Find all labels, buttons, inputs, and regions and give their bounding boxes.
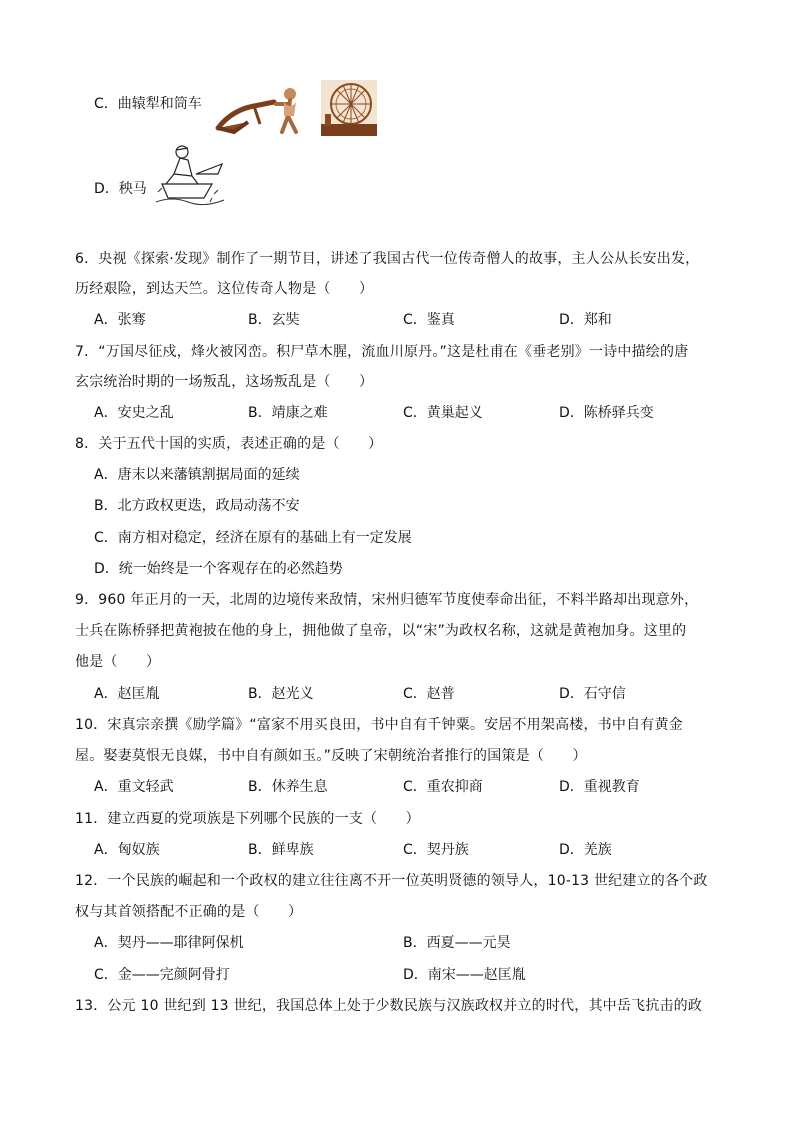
question-9-line-3: 他是（ ） (75, 654, 161, 670)
question-12-line-1: 12．一个民族的崛起和一个政权的建立往往离不开一位英明贤德的领导人，10-13 世纪建立的各个政 (75, 873, 708, 889)
question-8-line-1: 8．关于五代十国的实质，表述正确的是（ ） (75, 436, 383, 452)
question-10-option-a[interactable]: A．重文轻武 (94, 779, 174, 795)
question-6-option-a[interactable]: A．张骞 (94, 312, 146, 328)
question-10-option-c[interactable]: C．重农抑商 (403, 779, 483, 795)
question-12-option-a[interactable]: A．契丹——耶律阿保机 (94, 935, 244, 951)
question-11-option-d[interactable]: D．羌族 (559, 842, 612, 858)
question-8-option-a[interactable]: A．唐末以来藩镇割据局面的延续 (94, 467, 300, 483)
question-7-line-2: 玄宗统治时期的一场叛乱，这场叛乱是（ ） (75, 374, 374, 390)
question-11-option-b[interactable]: B．鲜卑族 (248, 842, 314, 858)
question-11-option-c[interactable]: C．契丹族 (403, 842, 469, 858)
q5-option-c: C．曲辕犁和筒车 (94, 96, 202, 112)
question-8-option-c[interactable]: C．南方相对稳定，经济在原有的基础上有一定发展 (94, 530, 412, 546)
question-13-line-1: 13．公元 10 世纪到 13 世纪，我国总体上处于少数民族与汉族政权并立的时代，其中岳飞抗击的政 (75, 998, 703, 1014)
question-10-option-b[interactable]: B．休养生息 (248, 779, 328, 795)
question-7-option-b[interactable]: B．靖康之难 (248, 405, 328, 421)
question-10-line-2: 屋。娶妻莫恨无良媒，书中自有颜如玉。”反映了宋朝统治者推行的国策是（ ） (75, 748, 587, 764)
question-12-option-b[interactable]: B．西夏——元昊 (403, 935, 511, 951)
curved-plough-figure (214, 80, 310, 136)
question-6-line-2: 历经艰险，到达天竺。这位传奇人物是（ ） (75, 281, 374, 297)
question-7-option-d[interactable]: D．陈桥驿兵变 (559, 405, 654, 421)
water-wheel-figure (321, 80, 377, 136)
question-9-option-d[interactable]: D．石守信 (559, 686, 626, 702)
question-12-line-2: 权与其首领搭配不正确的是（ ） (75, 904, 303, 920)
question-12-option-d[interactable]: D．南宋——赵匡胤 (403, 967, 526, 983)
question-6-line-1: 6．央视《探索·发现》制作了一期节目，讲述了我国古代一位传奇僧人的故事，主人公从长安出发， (75, 251, 700, 267)
question-9-option-a[interactable]: A．赵匡胤 (94, 686, 160, 702)
question-12-option-c[interactable]: C．金——完颜阿骨打 (94, 967, 230, 983)
question-9-option-c[interactable]: C．赵普 (403, 686, 455, 702)
question-10-line-1: 10．宋真宗亲撰《励学篇》“富家不用买良田，书中自有千钟粟。安居不用架高楼，书中自有黄金 (75, 717, 683, 733)
question-8-option-b[interactable]: B．北方政权更迭，政局动荡不安 (94, 498, 300, 514)
question-6-option-d[interactable]: D．郑和 (559, 312, 612, 328)
question-6-option-c[interactable]: C．鉴真 (403, 312, 455, 328)
question-7-option-c[interactable]: C．黄巢起义 (403, 405, 483, 421)
q5-option-d: D．秧马 (94, 181, 147, 197)
question-7-line-1: 7．“万国尽征戍，烽火被冈峦。积尸草木腥，流血川原丹。”这是杜甫在《垂老别》一诗中描绘的唐 (75, 344, 689, 360)
question-7-option-a[interactable]: A．安史之乱 (94, 405, 174, 421)
question-11-option-a[interactable]: A．匈奴族 (94, 842, 160, 858)
question-9-line-1: 9．960 年正月的一天，北周的边境传来敌情，宋州归德军节度使奉命出征，不料半路却出现意外， (75, 592, 699, 608)
seedling-horse-figure (152, 144, 228, 208)
question-8-option-d[interactable]: D．统一始终是一个客观存在的必然趋势 (94, 561, 343, 577)
question-9-line-2: 士兵在陈桥驿把黄袍披在他的身上，拥他做了皇帝，以“宋”为政权名称，这就是黄袍加身。这里的 (75, 623, 687, 639)
question-9-option-b[interactable]: B．赵光义 (248, 686, 314, 702)
question-11-line-1: 11．建立西夏的党项族是下列哪个民族的一支（ ） (75, 811, 420, 827)
question-10-option-d[interactable]: D．重视教育 (559, 779, 640, 795)
question-6-option-b[interactable]: B．玄奘 (248, 312, 300, 328)
